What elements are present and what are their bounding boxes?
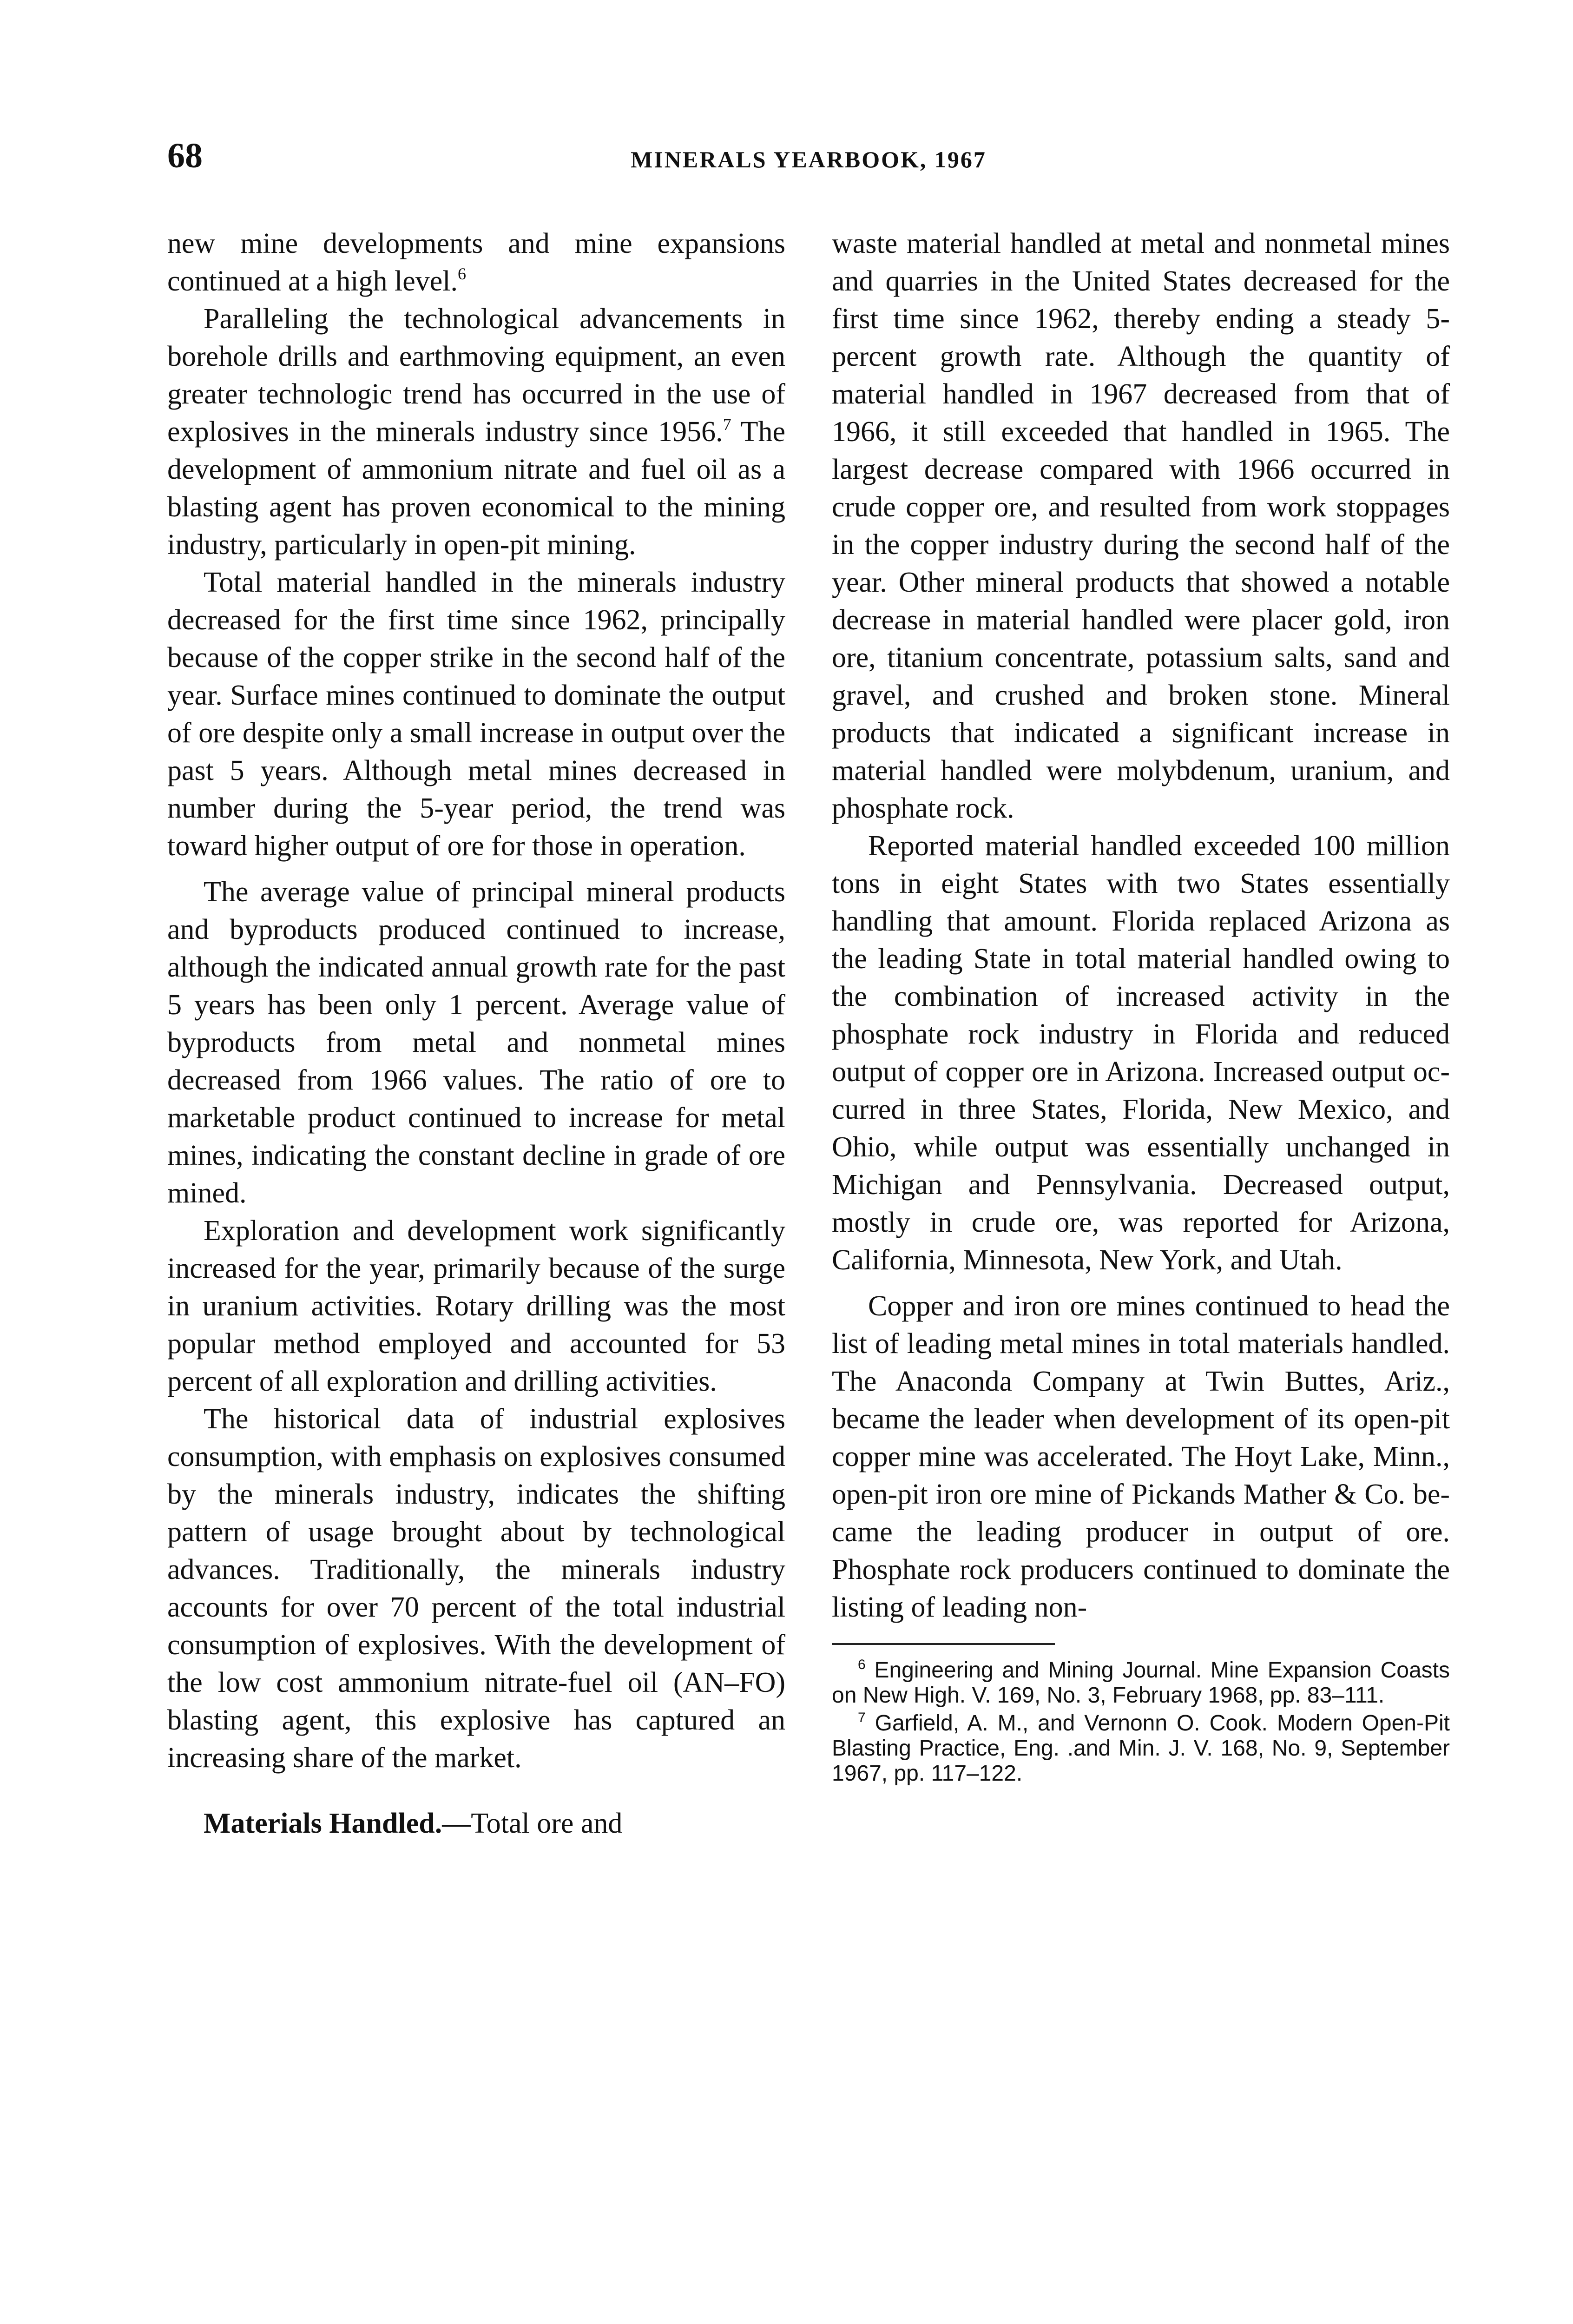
paragraph-text: new mine developments and mine expansions continued at a high level.: [167, 228, 785, 297]
footnote-text: Garfield, A. M., and Vernonn O. Cook. Modern Open-Pit Blasting Practice, Eng. .and Min. J. V. 168, No. 9, September 1967, pp. 117–122.: [832, 1711, 1450, 1786]
paragraph: Copper and iron ore mines continued to head the list of leading metal mines in total materials handled. The Anaconda Company at Twin Buttes, Ariz., became the leader when development of its open-pit copper mine was accelerated. The Hoyt Lake, Minn., open-pit iron ore mine of Pickands Mather & Co. became the leading producer in output of ore. Phosphate rock producers continued to dominate the listing of leading non-: [832, 1290, 1450, 1623]
footnotes: [832, 1658, 1450, 1786]
paragraph: [167, 1805, 785, 1842]
paragraph: waste material handled at metal and nonmetal mines and quarries in the United States decreased for the first time since 1962, thereby ending a steady 5-percent growth rate. Although the quantity of material handled in 1967 decreased from that of 1966, it still exceeded that handled in 1965. The largest decrease compared with 1966 occurred in crude copper ore, and resulted from work stoppages in the copper industry during the second half of the year. Other mineral products that showed a notable decrease in material handled were placer gold, iron ore, titanium concentrate, potassium salts, sand and gravel, and crushed and broken stone. Mineral products that indicated a significant increase in material handled were molybdenum, uranium, and phosphate rock.: [832, 228, 1450, 824]
footnote: [832, 1658, 1450, 1708]
paragraph: Total material handled in the minerals industry decreased for the first time since 1962, principally because of the copper strike in the second half of the year. Surface mines continued to dominate the output of ore despite only a small increase in output over the past 5 years. Although metal mines decreased in number during the 5-year period, the trend was toward higher output of ore for those in operation.: [167, 567, 785, 862]
paragraph: [167, 225, 785, 300]
paragraph: [167, 300, 785, 564]
paragraph-text: The development of ammonium nitrate and fuel oil as a blasting agent has proven economical to the mining industry, particularly in open-pit mining.: [167, 416, 785, 561]
paragraph: Reported material handled exceeded 100 million tons in eight States with two States essentially handling that amount. Florida replaced Arizona as the leading State in total material handled owing to the combination of increased activity in the phosphate rock industry in Florida and reduced output of copper ore in Arizona. Increased output occurred in three States, Florida, New Mexico, and Ohio, while output was essentially unchanged in Michigan and Pennsylvania. Decreased output, mostly in crude ore, was reported for Arizona, California, Minnesota, New York, and Utah.: [832, 830, 1450, 1276]
left-column: [167, 225, 785, 1842]
footnote-marker: 7: [858, 1710, 866, 1725]
page-number: 68: [167, 136, 203, 175]
running-head: MINERALS YEARBOOK, 1967: [631, 146, 987, 172]
paragraph: The average value of principal mineral products and byproducts produced continued to increase, although the indicated annual growth rate for the past 5 years has been only 1 percent. Average value of byproducts from metal and nonmetal mines decreased from 1966 values. The ratio of ore to marketable product continued to increase for metal mines, indicating the constant decline in grade of ore mined.: [167, 876, 785, 1209]
footnote-reference: 6: [457, 264, 466, 283]
paragraph: Exploration and development work significantly increased for the year, primarily because of the surge in uranium activities. Rotary drilling was the most popular method employed and accounted for 53 percent of all exploration and drilling activities.: [167, 1215, 785, 1397]
paragraph: The historical data of industrial explosives consumption, with emphasis on explosives consumed by the minerals industry, indicates the shifting pattern of usage brought about by technological advances. Traditionally, the minerals industry accounts for over 70 percent of the total industrial consumption of explosives. With the development of the low cost ammonium nitrate-fuel oil (AN–FO) blasting agent, this explosive has captured an increasing share of the market.: [167, 1403, 785, 1774]
paragraph-text: —Total ore and: [442, 1808, 623, 1839]
right-column: [832, 225, 1450, 1789]
section-run-in-heading: Materials Handled.: [204, 1808, 442, 1839]
footnote: [832, 1711, 1450, 1786]
paragraph-text: Paralleling the technological advancements in borehole drills and earthmoving equipment, an even greater technologic trend has occurred in the use of explosives in the minerals industry since 1956.: [167, 303, 785, 448]
footnote-text: Engineering and Mining Journal. Mine Expansion Coasts on New High. V. 169, No. 3, February 1968, pp. 83–111.: [832, 1658, 1450, 1708]
footnote-divider: [832, 1643, 1055, 1645]
footnote-reference: 7: [723, 415, 731, 434]
footnote-marker: 6: [858, 1657, 866, 1672]
page-header: [167, 136, 1450, 191]
